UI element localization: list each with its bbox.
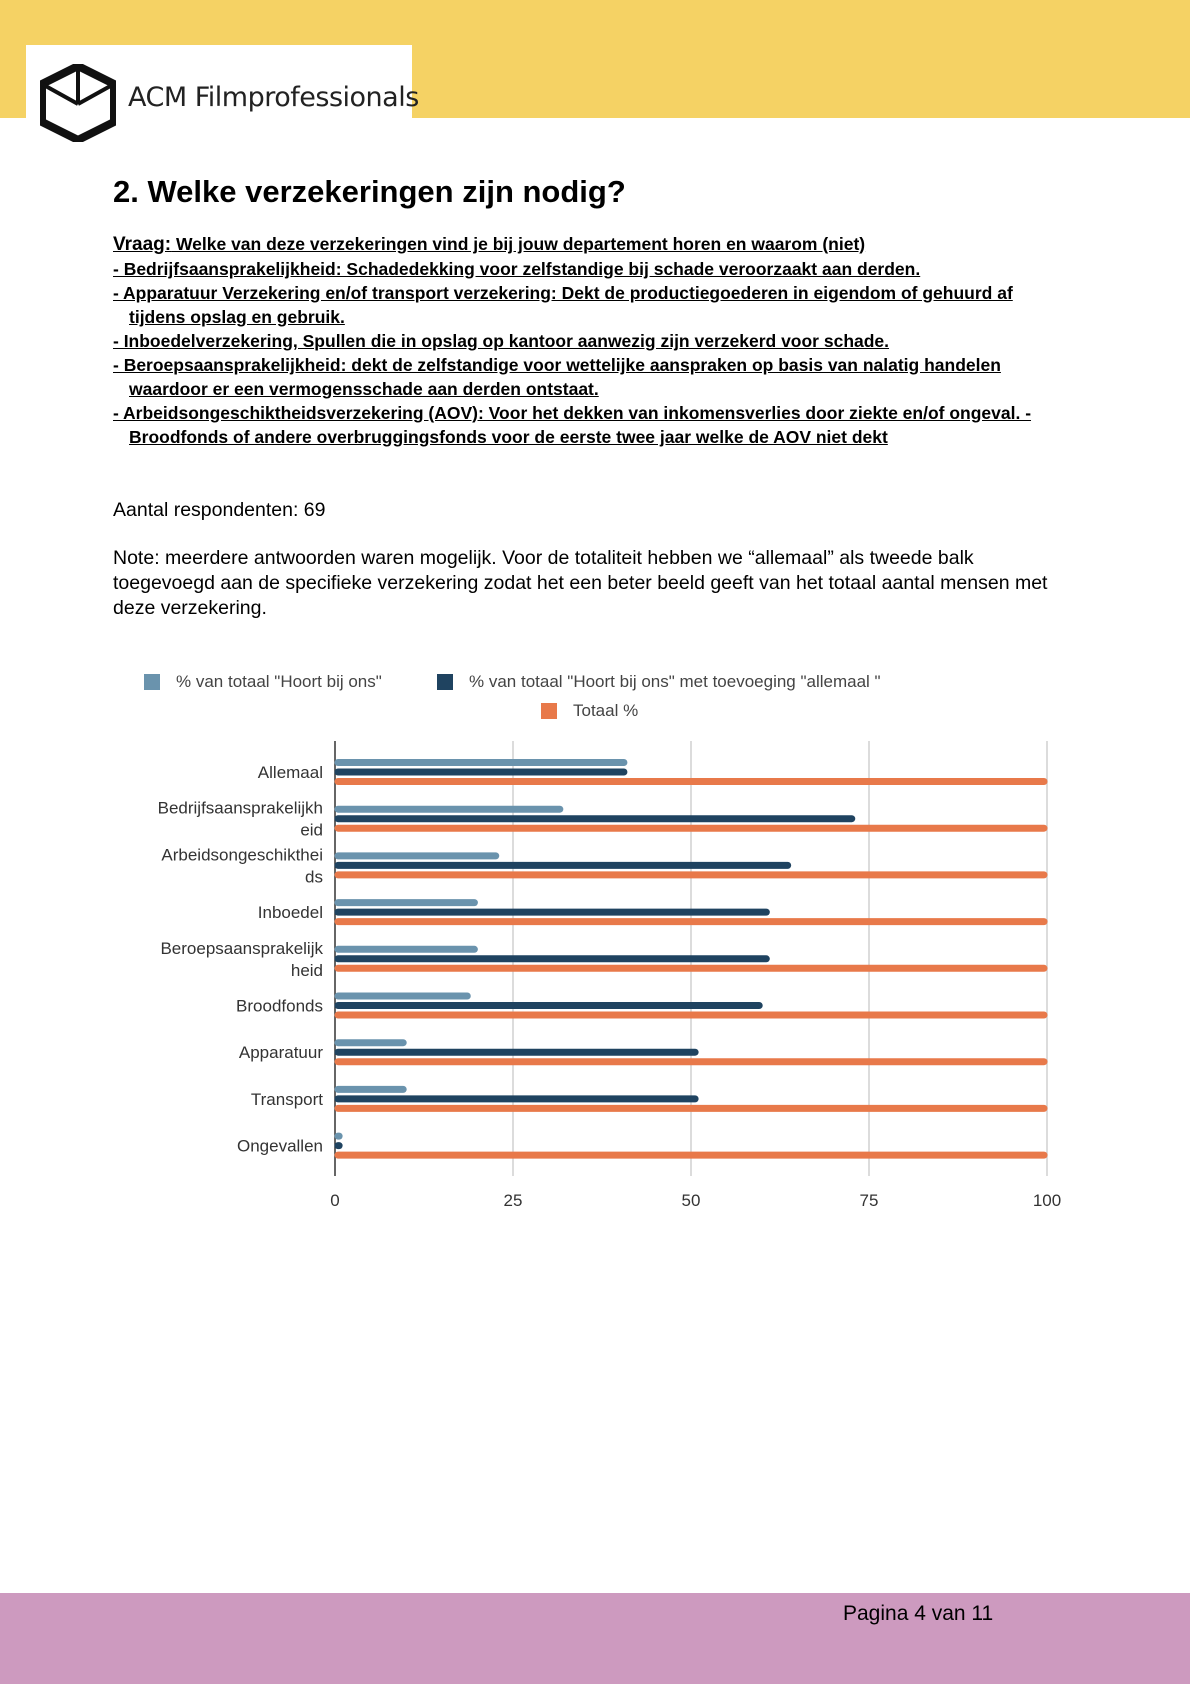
category-label: Inboedel [257, 903, 323, 923]
question-label: Vraag: [113, 234, 172, 255]
legend-item [437, 672, 881, 692]
footer-band [0, 1593, 1190, 1684]
category-label: Bedrijfsaansprakelijkh [157, 798, 323, 818]
acm-logo-icon [40, 64, 116, 142]
category-label: Arbeidsongeschikthei [161, 845, 323, 865]
x-tick-label: 100 [1032, 1191, 1062, 1210]
question-item: - Inboedelverzekering, Spullen die in opslag op kantoor aanwezig zijn verzekerd voor schade. [113, 331, 890, 351]
category-label: Beroepsaansprakelijk [160, 938, 323, 958]
category-label: Allemaal [257, 763, 323, 782]
question-item: - Beroepsaansprakelijkheid: dekt de zelfstandige voor wettelijke aanspraken op basis van nalatig handelen waardoor er een vermogensschade aan derden ontstaat. [113, 355, 1001, 399]
legend-label: Totaal % [573, 701, 639, 720]
legend-swatch [541, 703, 557, 719]
question-item: - Bedrijfsaansprakelijkheid: Schadedekking voor zelfstandige bij schade veroorzaakt aan derden. [113, 259, 921, 279]
legend-item [541, 701, 638, 721]
respondents-count: Aantal respondenten: 69 [113, 499, 326, 521]
legend-swatch [437, 674, 453, 690]
x-tick-label: 25 [503, 1191, 523, 1210]
question-text: Welke van deze verzekeringen vind je bij jouw departement horen en waarom (niet) [171, 234, 866, 254]
category-label: Ongevallen [236, 1136, 323, 1156]
legend-label: % van totaal "Hoort bij ons" [176, 672, 382, 691]
category-label: Broodfonds [236, 996, 323, 1016]
question-item: - Apparatuur Verzekering en/of transport verzekering: Dekt de productiegoederen in eigendom of gehuurd af tijdens opslag en gebruik. [113, 283, 1013, 327]
x-tick-label: 0 [330, 1191, 340, 1210]
page-title: 2. Welke verzekeringen zijn nodig? [113, 174, 626, 209]
question-item: - Arbeidsongeschiktheidsverzekering (AOV): Voor het dekken van inkomensverlies door ziekte en/of ongeval. - Broodfonds of andere overbruggingsfonds voor de eerste twee jaar welke de AOV niet dekt [113, 403, 1032, 447]
category-label: eid [300, 820, 323, 840]
category-label: ds [305, 867, 323, 887]
x-tick-label: 50 [681, 1191, 701, 1210]
question-block [113, 232, 1103, 449]
category-label: Apparatuur [238, 1043, 323, 1063]
legend-label: % van totaal "Hoort bij ons" met toevoeging "allemaal " [469, 672, 881, 691]
legend-swatch [144, 674, 160, 690]
category-label: Transport [250, 1089, 323, 1109]
page-number: Pagina 4 van 11 [843, 1602, 994, 1625]
category-label: heid [290, 960, 323, 980]
x-tick-label: 75 [859, 1191, 879, 1210]
note-text: Note: meerdere antwoorden waren mogelijk. Voor de totaliteit hebben we “allemaal” als tweede balk toegevoegd aan de specifieke verzekering zodat het een beter beeld geeft van het totaal aantal mensen met deze verzekering. [113, 547, 1048, 619]
brand-name: ACM Filmprofessionals [128, 82, 419, 113]
legend-item [144, 672, 382, 692]
